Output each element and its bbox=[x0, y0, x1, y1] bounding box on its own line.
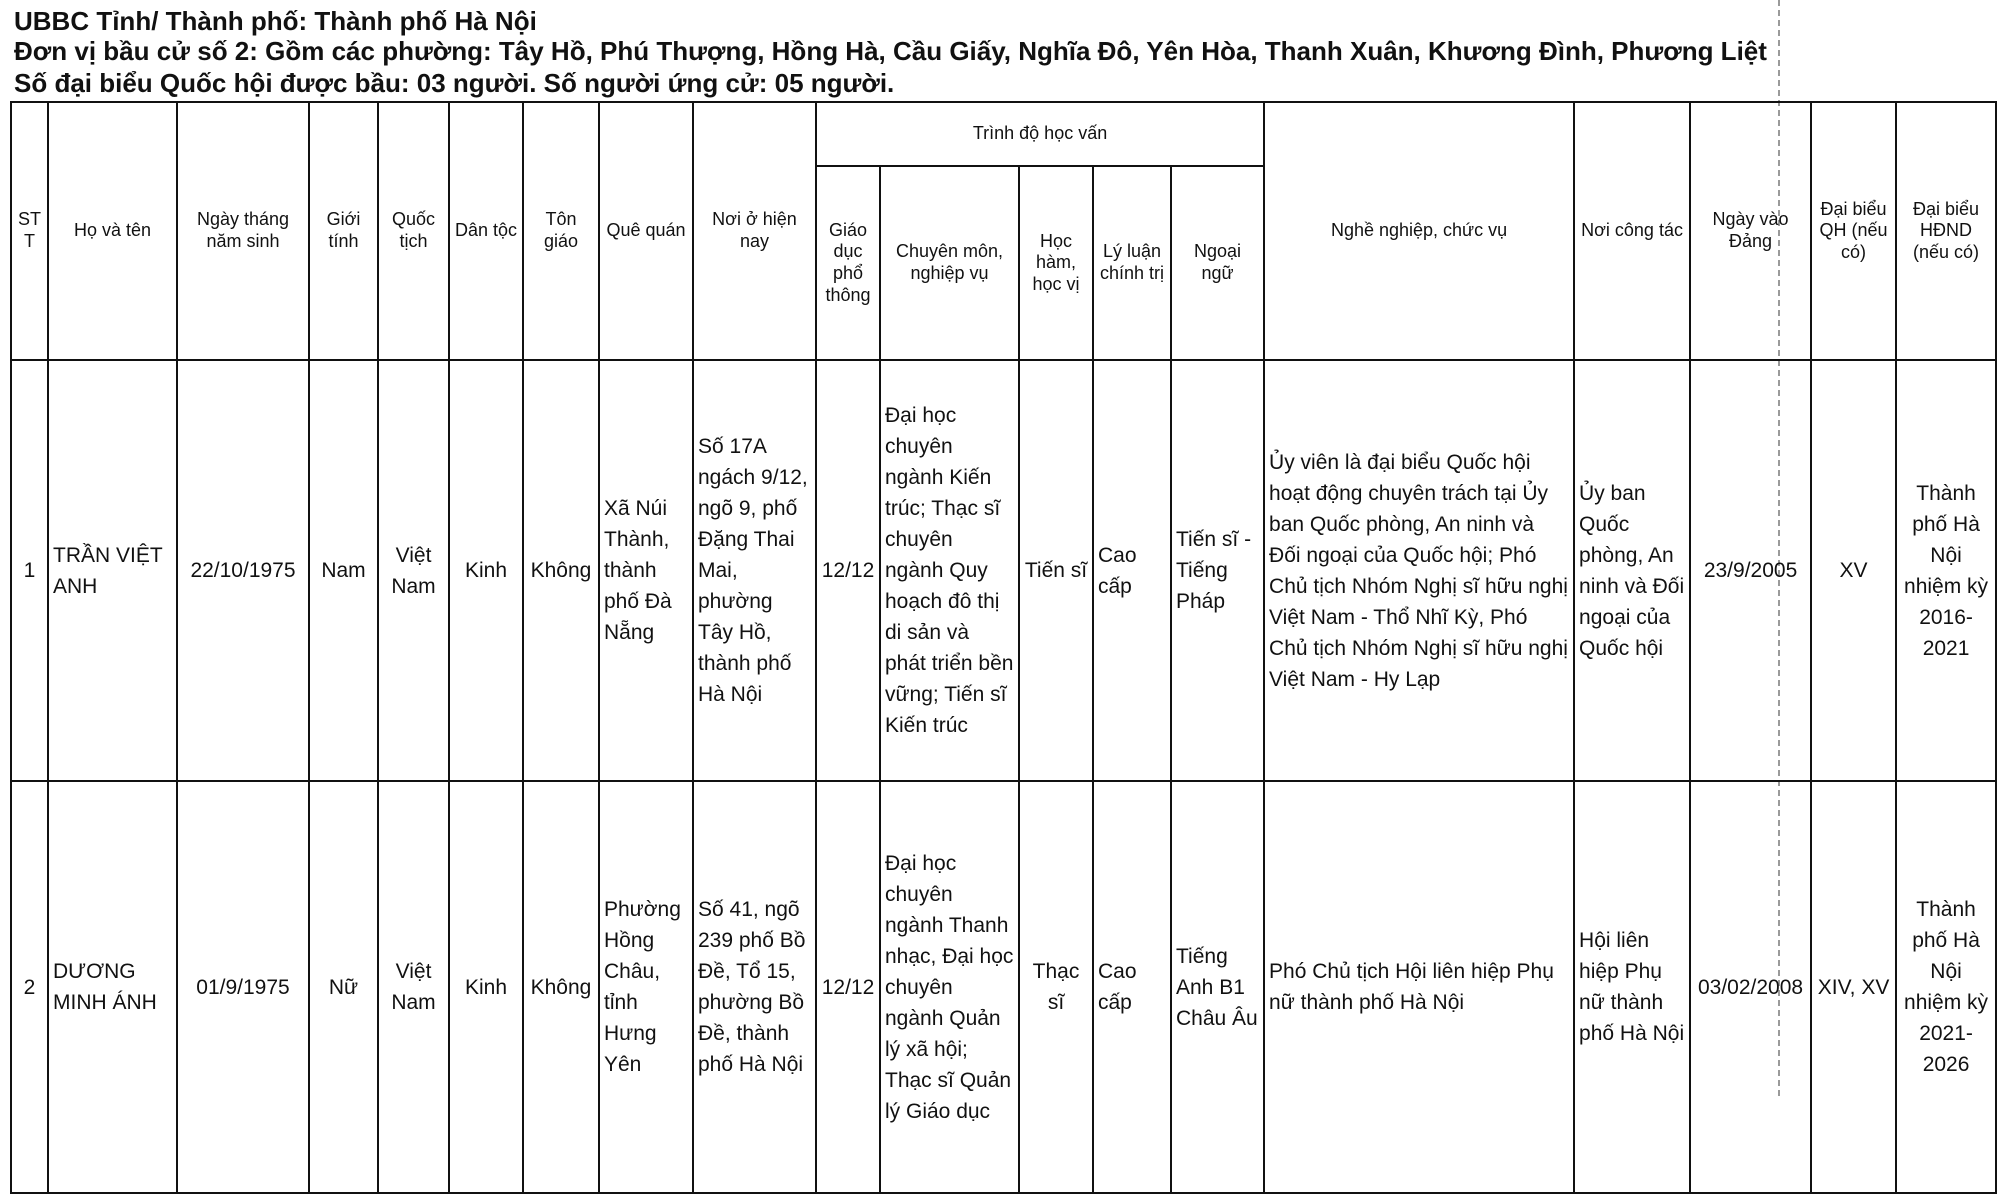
cell-hometown: Xã Núi Thành, thành phố Đà Nẵng bbox=[599, 360, 693, 781]
table-row bbox=[11, 781, 1996, 1193]
cell-party-date: 03/02/2008 bbox=[1690, 781, 1811, 1193]
candidate-table bbox=[10, 101, 1997, 1194]
col-header-political-theory: Lý luận chính trị bbox=[1093, 166, 1171, 360]
header-unit: UBBC Tỉnh/ Thành phố: Thành phố Hà Nội bbox=[14, 6, 537, 36]
cell-foreign-language: Tiến sĩ - Tiếng Pháp bbox=[1171, 360, 1264, 781]
cell-council-delegate: Thành phố Hà Nội nhiệm kỳ 2016-2021 bbox=[1896, 360, 1996, 781]
cell-gender: Nữ bbox=[309, 781, 378, 1193]
cell-religion: Không bbox=[523, 360, 599, 781]
col-header-council-delegate: Đại biểu HĐND (nếu có) bbox=[1896, 102, 1996, 360]
cell-residence: Số 41, ngõ 239 phố Bồ Đề, Tổ 15, phường Bồ Đề, thành phố Hà Nội bbox=[693, 781, 816, 1193]
cell-nationality: Việt Nam bbox=[378, 360, 449, 781]
col-header-general-edu: Giáo dục phổ thông bbox=[816, 166, 880, 360]
col-header-education-group: Trình độ học vấn bbox=[816, 102, 1264, 166]
cell-degree: Tiến sĩ bbox=[1019, 360, 1093, 781]
cell-ethnicity: Kinh bbox=[449, 360, 523, 781]
cell-name: TRẦN VIỆT ANH bbox=[48, 360, 177, 781]
col-header-religion: Tôn giáo bbox=[523, 102, 599, 360]
cell-occupation: Phó Chủ tịch Hội liên hiệp Phụ nữ thành phố Hà Nội bbox=[1264, 781, 1574, 1193]
cell-religion: Không bbox=[523, 781, 599, 1193]
cell-na-delegate: XIV, XV bbox=[1811, 781, 1896, 1193]
col-header-ethnicity: Dân tộc bbox=[449, 102, 523, 360]
col-header-nationality: Quốc tịch bbox=[378, 102, 449, 360]
col-header-name: Họ và tên bbox=[48, 102, 177, 360]
cell-general-edu: 12/12 bbox=[816, 360, 880, 781]
cell-workplace: Hội liên hiệp Phụ nữ thành phố Hà Nội bbox=[1574, 781, 1690, 1193]
cell-nationality: Việt Nam bbox=[378, 781, 449, 1193]
cell-specialty: Đại học chuyên ngành Kiến trúc; Thạc sĩ chuyên ngành Quy hoạch đô thị di sản và phát triển bền vững; Tiến sĩ Kiến trúc bbox=[880, 360, 1019, 781]
col-header-na-delegate: Đại biểu QH (nếu có) bbox=[1811, 102, 1896, 360]
cell-hometown: Phường Hồng Châu, tỉnh Hưng Yên bbox=[599, 781, 693, 1193]
cell-ethnicity: Kinh bbox=[449, 781, 523, 1193]
col-header-specialty: Chuyên môn, nghiệp vụ bbox=[880, 166, 1019, 360]
table-row bbox=[11, 360, 1996, 781]
cell-council-delegate: Thành phố Hà Nội nhiệm kỳ 2021-2026 bbox=[1896, 781, 1996, 1193]
cell-workplace: Ủy ban Quốc phòng, An ninh và Đối ngoại của Quốc hội bbox=[1574, 360, 1690, 781]
col-header-hometown: Quê quán bbox=[599, 102, 693, 360]
col-header-occupation: Nghề nghiệp, chức vụ bbox=[1264, 102, 1574, 360]
col-header-party-date: Ngày vào Đảng bbox=[1690, 102, 1811, 360]
cell-dob: 22/10/1975 bbox=[177, 360, 309, 781]
cell-residence: Số 17A ngách 9/12, ngõ 9, phố Đặng Thai Mai, phường Tây Hồ, thành phố Hà Nội bbox=[693, 360, 816, 781]
cell-dob: 01/9/1975 bbox=[177, 781, 309, 1193]
cell-party-date: 23/9/2005 bbox=[1690, 360, 1811, 781]
header-constituency: Đơn vị bầu cử số 2: Gồm các phường: Tây Hồ, Phú Thượng, Hồng Hà, Cầu Giấy, Nghĩa Đô, Yên Hòa, Thanh Xuân, Khương Đình, Phương Liệt bbox=[14, 36, 1767, 66]
cell-stt: 1 bbox=[11, 360, 48, 781]
cell-political-theory: Cao cấp bbox=[1093, 360, 1171, 781]
cell-foreign-language: Tiếng Anh B1 Châu Âu bbox=[1171, 781, 1264, 1193]
col-header-gender: Giới tính bbox=[309, 102, 378, 360]
col-header-dob: Ngày tháng năm sinh bbox=[177, 102, 309, 360]
col-header-degree: Học hàm, học vị bbox=[1019, 166, 1093, 360]
col-header-foreign-language: Ngoại ngữ bbox=[1171, 166, 1264, 360]
cell-political-theory: Cao cấp bbox=[1093, 781, 1171, 1193]
col-header-stt: ST T bbox=[11, 102, 48, 360]
cell-degree: Thạc sĩ bbox=[1019, 781, 1093, 1193]
cell-na-delegate: XV bbox=[1811, 360, 1896, 781]
cell-occupation: Ủy viên là đại biểu Quốc hội hoạt động chuyên trách tại Ủy ban Quốc phòng, An ninh và Đối ngoại của Quốc hội; Phó Chủ tịch Nhóm Nghị sĩ hữu nghị Việt Nam - Thổ Nhĩ Kỳ, Phó Chủ tịch Nhóm Nghị sĩ hữu nghị Việt Nam - Hy Lạp bbox=[1264, 360, 1574, 781]
col-header-workplace: Nơi công tác bbox=[1574, 102, 1690, 360]
cell-stt: 2 bbox=[11, 781, 48, 1193]
cell-name: DƯƠNG MINH ÁNH bbox=[48, 781, 177, 1193]
header-seat-count: Số đại biểu Quốc hội được bầu: 03 người. Số người ứng cử: 05 người. bbox=[14, 68, 895, 98]
col-header-residence: Nơi ở hiện nay bbox=[693, 102, 816, 360]
cell-gender: Nam bbox=[309, 360, 378, 781]
cell-general-edu: 12/12 bbox=[816, 781, 880, 1193]
cell-specialty: Đại học chuyên ngành Thanh nhạc, Đại học chuyên ngành Quản lý xã hội; Thạc sĩ Quản lý Giáo dục bbox=[880, 781, 1019, 1193]
